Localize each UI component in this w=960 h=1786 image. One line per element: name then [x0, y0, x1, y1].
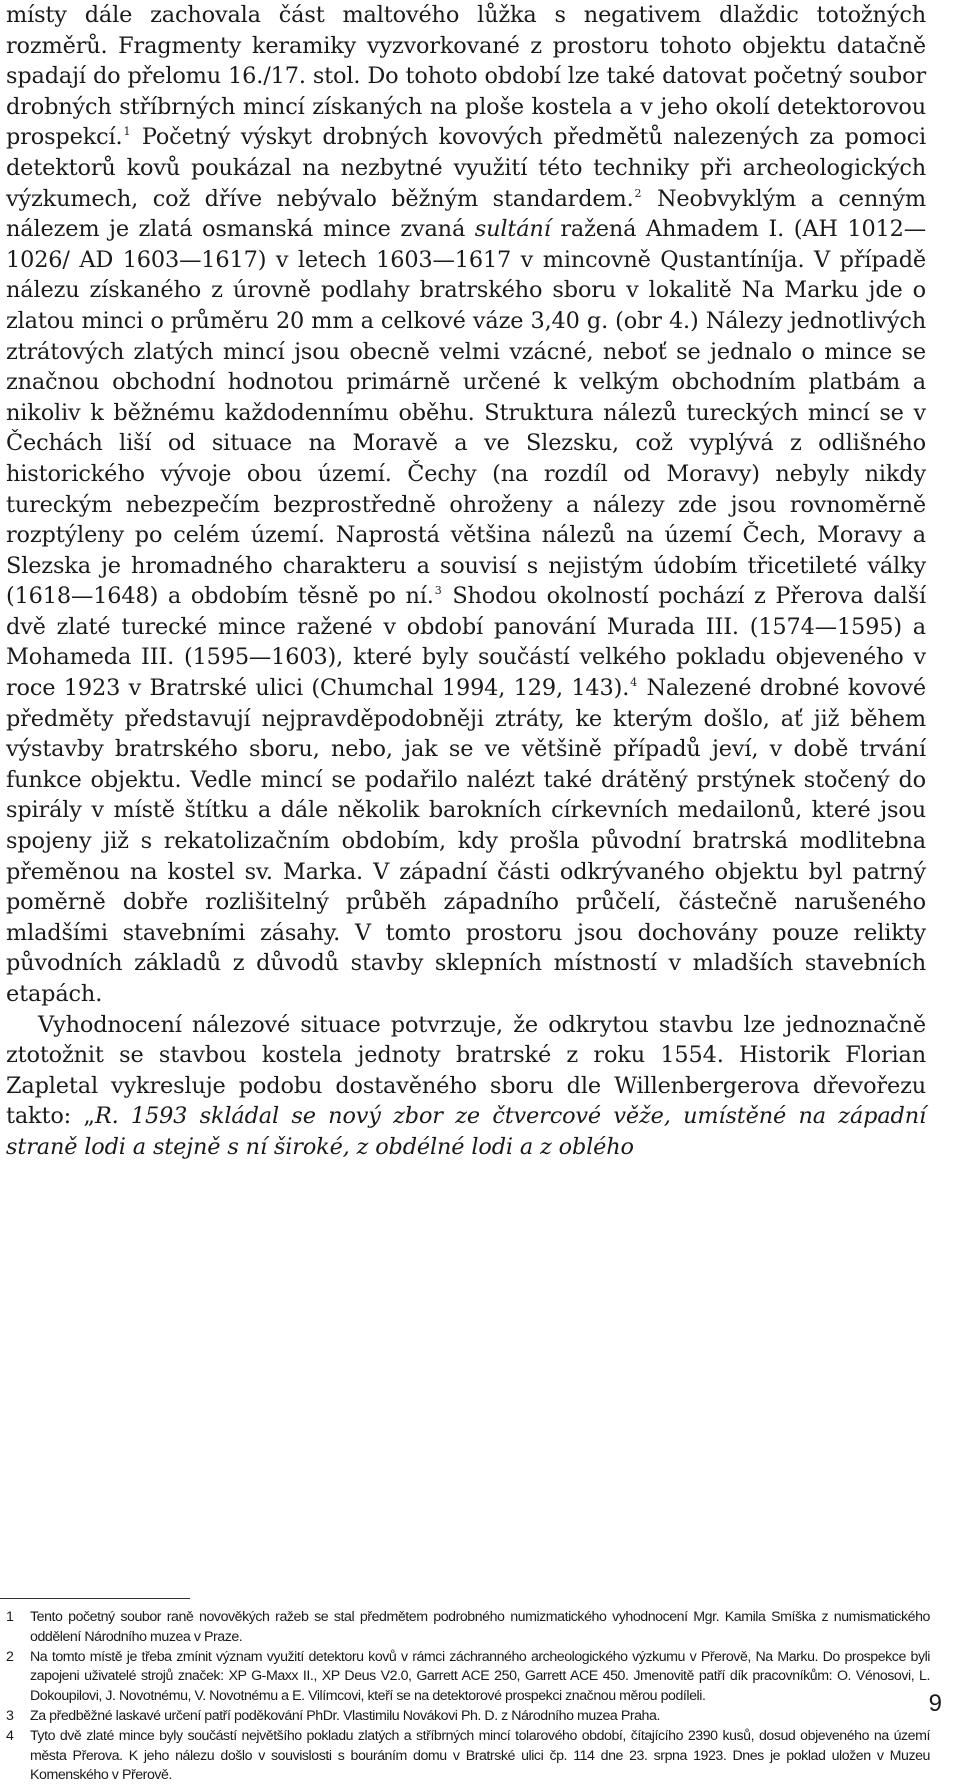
- main-text: [6, 0, 926, 1163]
- footnotes: [0, 1608, 930, 1786]
- footnote-number: 3: [6, 1707, 14, 1724]
- footnote-ref-1[interactable]: 1: [123, 125, 131, 139]
- footnote-1: [0, 1608, 930, 1648]
- footnote-number: 2: [6, 1648, 14, 1665]
- footnote-number: 1: [6, 1609, 14, 1625]
- footnote-ref-2[interactable]: 2: [634, 186, 642, 200]
- text-run: Neobvyklým a cenným nálezem je zlatá osmanská mince zvaná: [6, 185, 927, 243]
- footnote-number: 4: [6, 1727, 14, 1744]
- text-run: ražená Ahmadem I. (AH 1012—1026/ AD 1603—1617) v letech 1603—1617 v mincovně Qustantíníja. V případě nálezu získaného z úrovně podlahy bratrského sboru v lokalitě Na Marku jde o zlatou minci o průměru 20 mm a celkové váze 3,40 g. (obr 4.) Nálezy jednotlivých ztrátových zlatých mincí jsou obecně velmi vzácné, neboť se jednalo o mince se značnou obchodní hodnotou primárně určené k velkým obchodním platbám a nikoliv k běžnému každodennímu oběhu. Struktura nálezů tureckých mincí se v Čechách liší od situace na Moravě a ve Slezsku, což vyplývá z odlišného historického vývoje obou území. Čechy (na rozdíl od Moravy) nebyly nikdy tureckým nebezpečím bezprostředně ohroženy a nálezy zde jsou rovnoměrně rozptýleny po celém území. Naprostá většina nálezů na území Čech, Moravy a Slezska je hromadného charakteru a souvisí s nejistým údobím třicetileté války (1618—1648) a obdobím těsně po ní.: [6, 216, 926, 610]
- text-run: Nalezené drobné kovové předměty představují nejpravděpodobněji ztráty, ke kterým došlo, ať již během výstavby bratrského sboru, nebo, jak se ve většině případů jeví, v době trvání funkce objektu. Vedle mincí se podařilo nalézt také drátěný prstýnek stočený do spirály v místě štítku a dále několik barokních církevních medailonů, které jsou spojeny již s rekatolizačním obdobím, kdy prošla původní bratrská modlitebna přeměnou na kostel sv. Marka. V západní části odkrývaného objektu byl patrný poměrně dobře rozlišitelný průběh západního průčelí, částečně narušeného mladšími stavebními zásahy. V tomto prostoru jsou dochovány pouze relikty původních základů z důvodů stavby sklepních místností v mladších stavebních etapách.: [6, 675, 926, 1007]
- footnote-text: Na tomto místě je třeba zmínit význam využití detektoru kovů v rámci záchranného archeologického výzkumu v Přerově, Na Marku. Do prospekce byli zapojeni uživatelé strojů značek: XP G-Maxx II., XP Deus V2.0, Garrett ACE 250, Garrett ACE 450. Jmenovitě patří dík pracovníkům: O. Vénosovi, L. Dokoupilovi, J. Novotnému, V. Novotnému a E. Vilímcovi, kteří se na detektorové prospekci značnou měrou podíleli.: [30, 1648, 930, 1705]
- paragraph-1: [6, 0, 926, 1010]
- footnote-separator: [0, 1598, 190, 1599]
- footnote-3: [0, 1707, 930, 1727]
- italic-quote: R. 1593 skládal se nový zbor ze čtvercové věže, umístěné na západní straně lodi a stejně s ní široké, z obdélné lodi a z oblého: [6, 1103, 926, 1160]
- footnote-text: Za předběžné laskavé určení patří poděkování PhDr. Vlastimilu Novákovi Ph. D. z Národního muzea Praha.: [30, 1707, 660, 1724]
- page-number: 9: [928, 1690, 942, 1717]
- footnote-ref-3[interactable]: 3: [434, 584, 442, 598]
- text-run: Vyhodnocení nálezové situace potvrzuje, že odkrytou stavbu lze jednoznačně ztotožnit se stavbou kostela jednoty bratrské z roku 1554. Historik Florian Zapletal vykresluje podobu dostavěného sboru dle Willenbergerova dřevořezu takto: „: [6, 1011, 926, 1130]
- text-run: Početný výskyt drobných kovových předmětů nalezených za pomoci detektorů kovů poukázal na nezbytné využití této techniky při archeologických výzkumech, což dříve nebývalo běžným standardem.: [6, 124, 926, 212]
- footnote-2: [0, 1648, 930, 1707]
- footnote-text: Tyto dvě zlaté mince byly součástí největšího pokladu zlatých a stříbrných mincí tolarového období, čítajícího 2390 kusů, dosud objeveného na území města Přerova. K jeho nálezu došlo v souvislosti s bouráním domu v Bratrské ulici čp. 114 dne 23. srpna 1923. Dnes je poklad uložen v Muzeu Komenského v Přerově.: [30, 1727, 930, 1784]
- text-run: Shodou okolností pochází z Přerova další dvě zlaté turecké mince ražené v období panování Murada III. (1574—1595) a Mohameda III. (1595—1603), které byly součástí velkého pokladu objeveného v roce 1923 v Bratrské ulici (Chumchal 1994, 129, 143).: [6, 583, 927, 702]
- paragraph-2: [6, 1010, 926, 1163]
- footnote-text: Tento početný soubor raně novověkých ražeb se stal předmětem podrobného numizmatického vyhodnocení Mgr. Kamila Smíška z numismatického oddělení Národního muzea v Praze.: [30, 1609, 930, 1645]
- text-run: místy dále zachovala část maltového lůžka s negativem dlaždic totožných rozměrů. Fragmenty keramiky vyzvorkované z prostoru tohoto objektu datačně spadají do přelomu 16./17. stol. Do tohoto období lze také datovat početný soubor drobných stříbrných mincí získaných na ploše kostela a v jeho okolí detektorovou prospekcí.: [6, 2, 926, 151]
- italic-term: sultání: [474, 216, 551, 243]
- footnote-4: [0, 1727, 930, 1786]
- footnote-ref-4[interactable]: 4: [630, 676, 638, 690]
